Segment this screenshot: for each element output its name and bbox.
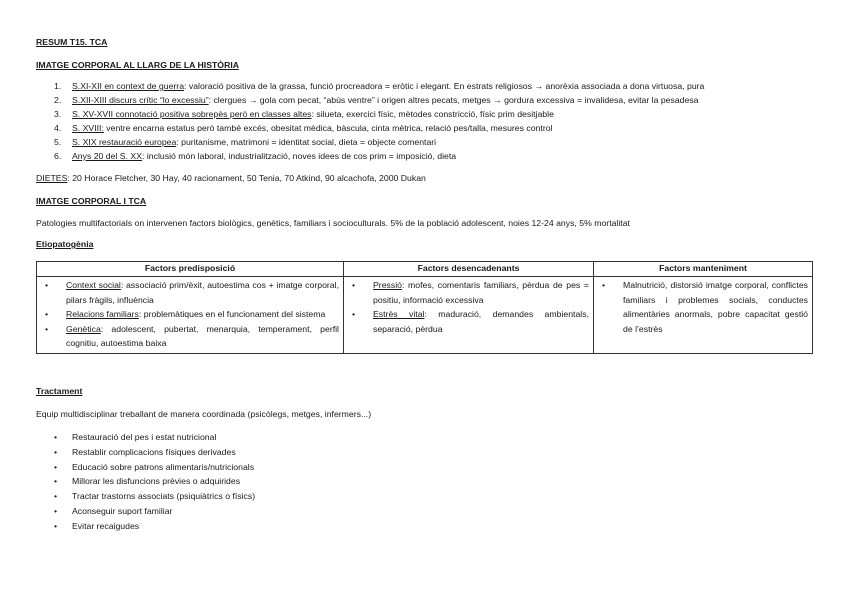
list-item: • Aconseguir suport familiar: [36, 504, 255, 519]
list-item: • Evitar recaigudes: [36, 519, 255, 534]
column-header: Factors predisposició: [37, 262, 344, 277]
list-item: • Millorar les disfuncions prèvies o adquirides: [36, 474, 255, 489]
list-item: • Educació sobre patrons alimentaris/nutricionals: [36, 460, 255, 475]
list-item: • Genètica: adolescent, pubertat, menarquia, temperament, perfil cognitiu, autoestima baixa: [41, 322, 339, 351]
history-term: S. XV-XVII connotació positiva sobrepès però en classes altes: [72, 109, 312, 119]
predisposicio-cell: [37, 277, 344, 354]
body-image-text: Patologies multifactorials on intervenen factors biològics, genètics, familiars i socioculturals. 5% de la població adolescent, noies 12-24 anys, 5% mortalitat: [36, 218, 630, 228]
history-term: S.XII-XIII discurs crític “lo excessiu”: [72, 95, 209, 105]
etio-table: [36, 261, 813, 354]
etio-heading: Etiopatogènia: [36, 239, 94, 249]
history-term: S.XI-XII en context de guerra: [72, 81, 185, 91]
history-item: 3. S. XV-XVII connotació positiva sobrepès però en classes altes: silueta, exercici físic, mètodes constricció, físic prim desitjable: [54, 109, 554, 119]
treatment-intro: Equip multidisciplinar treballant de manera coordinada (psicòlegs, metges, infermers...): [36, 409, 372, 419]
history-item: 1. S.XI-XII en context de guerra: valoració positiva de la grassa, funció procreadora = eròtic i elegant. En estrats religiosos → anorèxia associada a dona virtuosa, pura: [54, 81, 705, 91]
treatment-heading: Tractament: [36, 386, 83, 396]
list-item: • Restauració del pes i estat nutricional: [36, 430, 255, 445]
history-term: Anys 20 del S. XX: [72, 151, 143, 161]
list-item: • Relacions familiars: problemàtiques en el funcionament del sistema: [41, 307, 339, 322]
list-item: • Malnutrició, distorsió imatge corporal, conflictes familiars i problemes socials, conductes alimentàries anormals, pobre capacitat gestió de l’estrès: [598, 278, 808, 336]
etio-header-row: [37, 262, 813, 277]
diets-text: : 20 Horace Fletcher, 30 Hay, 40 racionament, 50 Tenia, 70 Atkind, 90 alcachofa, 2000 Dukan: [67, 173, 426, 183]
history-list: [36, 79, 816, 163]
history-item: 4. S. XVIII: ventre encarna estatus però també excés, obesitat mèdica, bàscula, cinta mètrica, relació pes/talla, mesures control: [54, 123, 553, 133]
document-title: RESUM T15. TCA: [36, 37, 108, 47]
diets-label: DIETES: [36, 173, 68, 183]
desencadenants-cell: [344, 277, 594, 354]
treatment-list: [36, 430, 255, 534]
list-item: • Restablir complicacions físiques derivades: [36, 445, 255, 460]
list-item: • Pressió: mofes, comentaris familiars, pèrdua de pes = positiu, informació excessiva: [348, 278, 589, 307]
history-item: 6. Anys 20 del S. XX: inclusió món laboral, industrialització, noves idees de cos prim = imposició, dieta: [54, 151, 457, 161]
history-term: S. XIX restauració europea: [72, 137, 177, 147]
manteniment-cell: [594, 277, 813, 354]
column-header: Factors desencadenants: [344, 262, 594, 277]
diets-line: [36, 173, 426, 183]
body-image-heading: IMATGE CORPORAL I TCA: [36, 196, 147, 206]
history-item: 5. S. XIX restauració europea: puritanisme, matrimoni = identitat social, dieta = objecte comentari: [54, 137, 437, 147]
history-item: 2. S.XII-XIII discurs crític “lo excessiu”: clergues → gola com pecat, “abús ventre” i origen altres pecats, metges → gordura excessiva = invalidesa, evitar la pesadesa: [54, 95, 699, 105]
list-item: • Tractar trastorns associats (psiquiàtrics o físics): [36, 489, 255, 504]
column-header: Factors manteniment: [594, 262, 813, 277]
list-item: • Context social: associació prim/èxit, autoestima cos + imatge corporal, pilars fràgils, influència: [41, 278, 339, 307]
etio-body-row: [37, 277, 813, 354]
list-item: • Estrès vital: maduració, demandes ambientals, separació, pèrdua: [348, 307, 589, 336]
history-heading: IMATGE CORPORAL AL LLARG DE LA HISTÒRIA: [36, 60, 240, 70]
history-term: S. XVIII:: [72, 123, 104, 133]
